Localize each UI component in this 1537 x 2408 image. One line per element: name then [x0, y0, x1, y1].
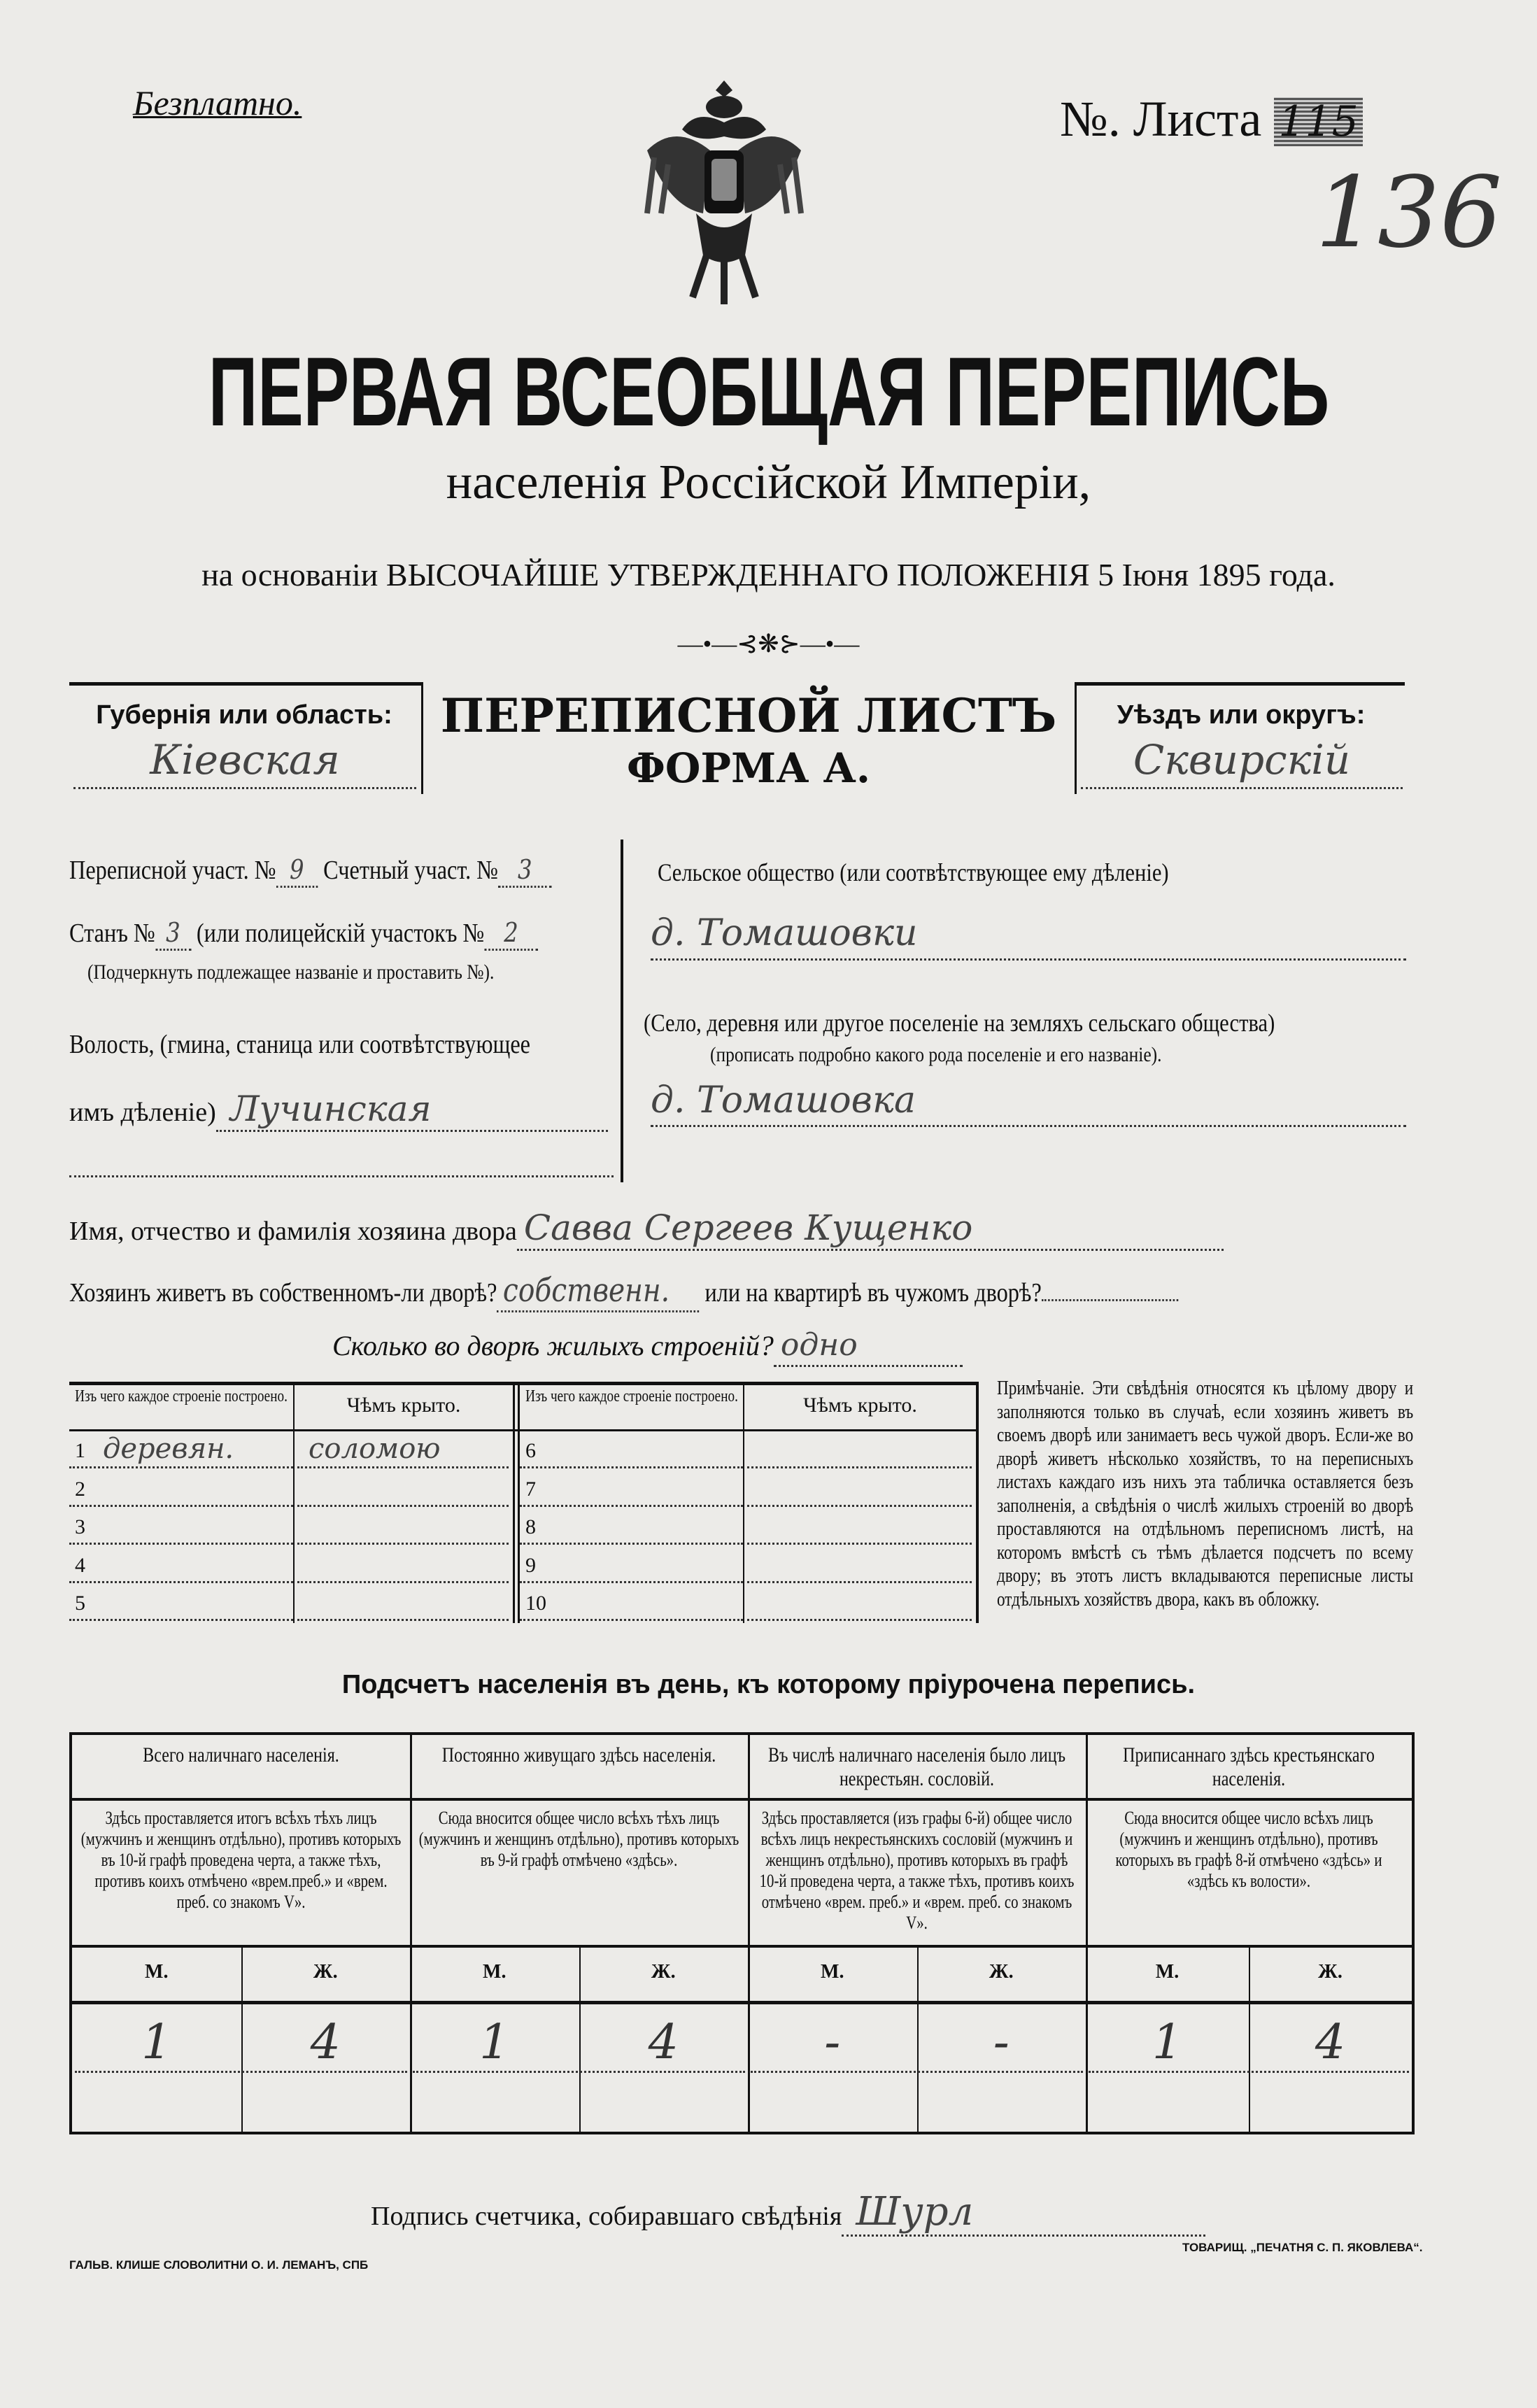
society-label: Сельское общество (или соотвѣтствующее ему дѣленіе) [658, 858, 1169, 886]
population-column-heading: Приписаннаго здѣсь крестьянскаго населенія. [1123, 1743, 1375, 1790]
own-yard-value: собственн. [497, 1270, 699, 1312]
gubernia-label: Губернія или область: [96, 700, 392, 730]
divider [69, 682, 423, 686]
male-count: 1 [141, 2015, 172, 2070]
owner-name-line [69, 1207, 1224, 1252]
material-header-left: Изъ чего каждое строеніе построено. [75, 1387, 288, 1405]
population-table [69, 1732, 1415, 2134]
female-label: Ж. [313, 1961, 338, 1983]
dotted-rule [297, 1466, 509, 1468]
enumerator-signature: Шурл [842, 2190, 1205, 2237]
building-row [520, 1470, 976, 1508]
signature-line [371, 2190, 1205, 2239]
district-line [69, 854, 552, 888]
dotted-rule [69, 1619, 293, 1621]
building-number: 7 [525, 1477, 536, 1501]
volost-label-2: имъ дѣленіе) [69, 1098, 216, 1127]
population-column-description: Здѣсь проставляется итогъ всѣхъ тѣхъ лицъ (мужчинъ и женщинъ отдѣльно), противъ которыхъ въ 10-й графѣ проведена черта, а также тѣхъ, противъ коихъ отмѣчено «врем.преб.» и «врем. преб. со знакомъ V». [80, 1808, 402, 1912]
female-count: 4 [648, 2015, 679, 2070]
dotted-rule [747, 1505, 972, 1507]
male-label: М. [1155, 1961, 1180, 1983]
blank-line [69, 1175, 614, 1177]
material-header-right: Изъ чего каждое строеніе построено. [525, 1387, 738, 1405]
sheet-number [1060, 90, 1363, 151]
settlement-note: (прописать подробно какого рода поселеніе и его названіе). [710, 1043, 1162, 1066]
count-district-value: 3 [498, 854, 552, 888]
building-number: 8 [525, 1515, 536, 1538]
divider [69, 1382, 979, 1385]
divider [1075, 682, 1405, 686]
buildings-note: Примѣчаніе. Эти свѣдѣнія относятся къ цѣлому двору и заполняются только въ случаѣ, если хозяинъ живетъ въ своемъ дворѣ или занимаетъ весь чужой дворъ. Если-же во дворѣ живетъ нѣсколько хозяйствъ, то на переписныхъ листахъ каждаго изъ нихъ эта табличка оставляется безъ заполненія, а свѣдѣнія о числѣ жилыхъ строеній во дворѣ проставляются на отдѣльномъ переписномъ листѣ, на которомъ вмѣстѣ съ тѣмъ дѣлается подсчетъ по всему двору; въ этотъ листъ вкладываются переписные листы отдѣльныхъ хозяйствъ двора, какъ въ обложку. [997, 1377, 1414, 1610]
building-number: 9 [525, 1553, 536, 1577]
population-column [72, 1735, 410, 2132]
buildings-count-label: Сколько во дворѣ жилыхъ строеній? [332, 1330, 774, 1361]
dotted-rule [747, 1619, 972, 1621]
society-value: д. Томашовки [651, 909, 1406, 961]
footer-printer-left: ГАЛЬВ. КЛИШЕ СЛОВОЛИТНИ О. И. ЛЕМАНЪ, СПБ [69, 2258, 369, 2272]
population-column [1086, 1735, 1412, 2132]
female-count: 4 [1315, 2015, 1346, 2070]
dotted-rule [297, 1619, 509, 1621]
dotted-rule [297, 1505, 509, 1507]
dotted-rule [747, 1543, 972, 1545]
building-number: 1 [75, 1439, 85, 1462]
building-row [520, 1508, 976, 1545]
building-number: 3 [75, 1515, 85, 1538]
count-district-label: Счетный участ. № [323, 856, 499, 885]
building-number: 2 [75, 1477, 85, 1501]
volost-line [69, 1088, 614, 1133]
male-label: М. [821, 1961, 844, 1983]
building-material: деревян. [103, 1433, 234, 1465]
dotted-rule [75, 2071, 407, 2073]
uezd-label: Уѣздъ или округъ: [1117, 700, 1366, 730]
building-number: 10 [525, 1592, 546, 1615]
dotted-rule [1089, 2071, 1409, 2073]
dotted-rule [520, 1543, 743, 1545]
dotted-rule [520, 1619, 743, 1621]
free-label: Безплатно. [133, 83, 302, 122]
building-number: 4 [75, 1553, 85, 1577]
population-column [410, 1735, 748, 2132]
female-count: - [993, 2015, 1010, 2070]
population-column-description: Сюда вносится общее число всѣхъ лицъ (мужчинъ и женщинъ отдѣльно), противъ которыхъ въ графѣ 8-й отмѣчено «здѣсь» и «здѣсь къ волости». [1115, 1808, 1382, 1891]
page-title: ПЕРВАЯ ВСЕОБЩАЯ ПЕРЕПИСЬ [208, 337, 1329, 446]
owner-name-label: Имя, отчество и фамилія хозяина двора [69, 1217, 517, 1246]
population-title: Подсчетъ населенія въ день, къ которому пріурочена перепись. [341, 1670, 1196, 1699]
male-label: М. [483, 1961, 507, 1983]
census-district-value: 9 [276, 854, 318, 888]
population-column-heading: Въ числѣ наличнаго населенія было лицъ некрестьян. сословій. [768, 1743, 1065, 1790]
sheet-number-label: №. Листа [1060, 91, 1262, 147]
police-label: (или полицейскій участокъ № [196, 919, 485, 948]
uezd-value: Сквирскій [1081, 735, 1403, 789]
volost-label: Волость, (гмина, станица или соотвѣтствующее [69, 1030, 531, 1059]
dotted-rule [69, 1581, 293, 1583]
settlement-label: (Село, деревня или другое поселеніе на земляхъ сельскаго общества) [644, 1009, 1275, 1037]
rented-yard-label: или на квартирѣ въ чужомъ дворѣ? [704, 1278, 1042, 1308]
building-row [69, 1584, 513, 1622]
stan-label: Станъ № [69, 919, 155, 948]
rented-yard-value [1042, 1299, 1179, 1301]
form-title: ПЕРЕПИСНОЙ ЛИСТЪ [440, 688, 1057, 743]
owner-residence-line [69, 1270, 1178, 1313]
own-yard-label: Хозяинъ живетъ въ собственномъ-ли дворѣ? [69, 1278, 497, 1308]
female-count: 4 [310, 2015, 341, 2070]
male-label: М. [145, 1961, 169, 1983]
dotted-rule [747, 1466, 972, 1468]
stan-line [69, 916, 538, 951]
building-number: 6 [525, 1439, 536, 1462]
buildings-table [69, 1382, 979, 1623]
female-label: Ж. [989, 1961, 1014, 1983]
population-column-heading: Постоянно живущаго здѣсь населенія. [441, 1743, 716, 1766]
signature-label: Подпись счетчика, собиравшаго свѣдѣнія [371, 2202, 842, 2231]
dotted-rule [69, 1466, 293, 1468]
population-column-description: Сюда вносится общее число всѣхъ тѣхъ лицъ (мужчинъ и женщинъ отдѣльно), противъ которыхъ въ 9-й графѣ отмѣчено «здѣсь». [418, 1808, 739, 1870]
building-number: 5 [75, 1592, 85, 1615]
building-row [520, 1546, 976, 1584]
legal-basis: на основаніи ВЫСОЧАЙШЕ УТВЕРЖДЕННАГО ПОЛОЖЕНІЯ 5 Іюня 1895 года. [201, 557, 1336, 593]
population-column-heading: Всего наличнаго населенія. [143, 1743, 339, 1766]
dotted-rule [69, 1543, 293, 1545]
dotted-rule [297, 1581, 509, 1583]
building-row [520, 1431, 976, 1469]
dotted-rule [751, 2071, 1083, 2073]
dotted-rule [520, 1466, 743, 1468]
roof-header-left: Чѣмъ крыто. [346, 1394, 461, 1417]
dotted-rule [69, 1505, 293, 1507]
dotted-rule [413, 2071, 745, 2073]
population-column-description: Здѣсь проставляется (изъ графы 6-й) общее число всѣхъ лицъ некрестьянскихъ сословій (мужчинъ и женщинъ отдѣльно), противъ которыхъ въ графѣ 10-й проведена черта, а также тѣхъ, противъ коихъ отмѣчено «врем. преб.» и «врем. преб. со знакомъ V». [759, 1808, 1075, 1933]
gubernia-value: Кіевская [73, 735, 416, 789]
divider [421, 682, 423, 794]
divider [976, 1382, 979, 1623]
imperial-eagle-emblem [640, 73, 808, 311]
stan-value: 3 [155, 916, 191, 951]
settlement-value: д. Томашовка [651, 1077, 1406, 1127]
owner-name-value: Савва Сергеев Кущенко [517, 1207, 1224, 1251]
buildings-count-line [332, 1326, 963, 1367]
building-row [69, 1546, 513, 1584]
dotted-rule [747, 1581, 972, 1583]
archive-sheet-stamp: 136 [1315, 156, 1503, 270]
ornament-divider: —•—⊰❋⊱—•— [677, 630, 860, 658]
dotted-rule [520, 1505, 743, 1507]
volost-value: Лучинская [216, 1088, 608, 1132]
building-row [69, 1470, 513, 1508]
footer-printer-right: ТОВАРИЩ. „ПЕЧАТНЯ С. П. ЯКОВЛЕВА“. [1182, 2241, 1423, 2254]
female-label: Ж. [651, 1961, 676, 1983]
building-row [520, 1584, 976, 1622]
stan-note: (Подчеркнуть подлежащее названіе и проставить №). [87, 961, 495, 984]
column-divider [621, 840, 623, 1182]
male-count: 1 [1152, 2015, 1183, 2070]
male-count: - [824, 2015, 841, 2070]
form-name: ФОРМА А. [626, 744, 871, 792]
dotted-rule [520, 1581, 743, 1583]
building-row [69, 1508, 513, 1545]
census-district-label: Переписной участ. № [69, 856, 276, 885]
male-count: 1 [479, 2015, 510, 2070]
page-subtitle: населенія Россійской Имперіи, [446, 455, 1091, 509]
buildings-count-value: одно [774, 1326, 963, 1367]
dotted-rule [297, 1543, 509, 1545]
divider [1075, 682, 1077, 794]
police-value: 2 [484, 916, 538, 951]
population-column [748, 1735, 1086, 2132]
female-label: Ж. [1318, 1961, 1343, 1983]
sheet-number-value: 115 [1274, 97, 1363, 146]
building-roof: соломою [309, 1433, 441, 1465]
roof-header-right: Чѣмъ крыто. [803, 1394, 917, 1417]
divider [513, 1382, 515, 1623]
building-row [69, 1431, 513, 1469]
